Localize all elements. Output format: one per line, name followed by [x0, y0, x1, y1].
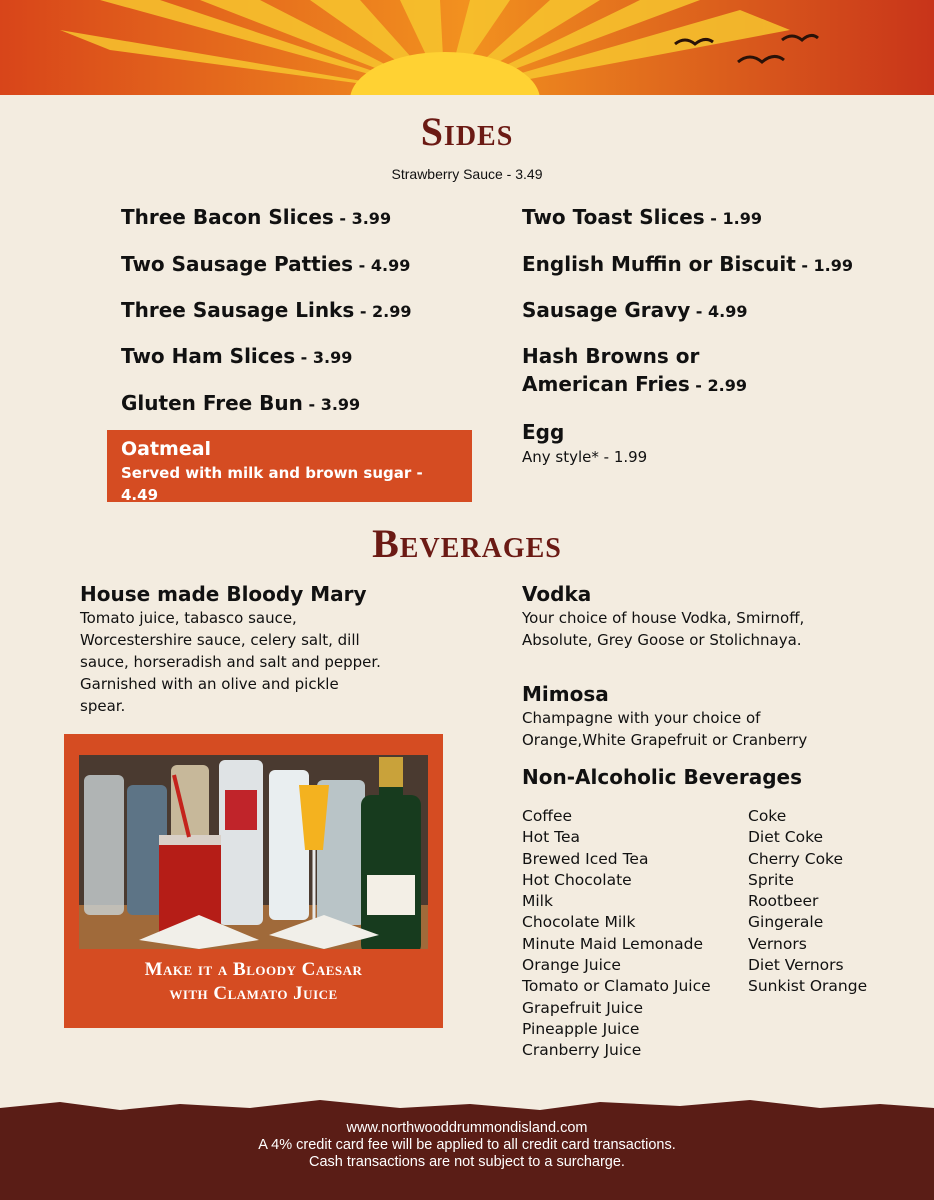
list-item: Orange Juice: [522, 956, 621, 975]
non-alcoholic-col2: [748, 806, 867, 998]
desc-line: Champagne with your choice of: [522, 709, 761, 727]
bloody-mary: [80, 581, 381, 717]
non-alcoholic-heading: [522, 764, 802, 790]
vodka-title: Vodka: [522, 582, 592, 606]
side-item: Egg Any style* - 1.99: [522, 420, 648, 466]
list-item: Rootbeer: [748, 892, 819, 911]
list-item: Minute Maid Lemonade: [522, 934, 703, 953]
desc-line: Orange,White Grapefruit or Cranberry: [522, 731, 808, 749]
drinks-photo: [79, 755, 428, 949]
bloody-caesar-promo: [64, 734, 443, 1028]
footer-website: www.northwooddrummondisland.com: [346, 1120, 588, 1136]
side-item: Sausage Gravy - 4.99: [522, 298, 748, 322]
oatmeal-box: [107, 430, 472, 502]
caption-line: Make it a Bloody Caesar: [144, 959, 363, 980]
mimosa: [522, 681, 807, 751]
list-item: Tomato or Clamato Juice: [522, 977, 711, 996]
strawberry-sauce-note: Strawberry Sauce - 3.49: [391, 166, 543, 182]
non-alcoholic-title: Non-Alcoholic Beverages: [522, 765, 803, 789]
footer-text: [0, 1120, 934, 1171]
side-item: Two Toast Slices - 1.99: [522, 205, 762, 229]
list-item: Cranberry Juice: [522, 1041, 642, 1060]
list-item: Grapefruit Juice: [522, 998, 643, 1017]
footer-fee: A 4% credit card fee will be applied to all credit card transactions.: [258, 1137, 676, 1153]
caption-line: with Clamato Juice: [169, 983, 338, 1004]
list-item: Cherry Coke: [748, 849, 844, 868]
list-item: Chocolate Milk: [522, 913, 636, 932]
side-item: Two Sausage Patties - 4.99: [121, 252, 411, 276]
list-item: Sprite: [748, 870, 794, 889]
list-item: Milk: [522, 892, 553, 911]
desc-line: sauce, horseradish and salt and pepper.: [80, 653, 381, 671]
desc-line: Worcestershire sauce, celery salt, dill: [80, 631, 360, 649]
list-item: Diet Vernors: [748, 956, 844, 975]
list-item: Pineapple Juice: [522, 1019, 640, 1038]
beverages-title: Beverages: [372, 521, 562, 566]
side-item: Three Sausage Links - 2.99: [121, 298, 412, 322]
promo-caption: [64, 958, 443, 1006]
footer-cash: Cash transactions are not subject to a surcharge.: [309, 1154, 625, 1170]
list-item: Coffee: [522, 807, 573, 825]
side-item: Two Ham Slices - 3.99: [121, 344, 353, 368]
sides-title: Sides: [420, 109, 514, 154]
desc-line: Tomato juice, tabasco sauce,: [80, 609, 297, 627]
side-item: Gluten Free Bun - 3.99: [121, 391, 361, 415]
side-item: English Muffin or Biscuit - 1.99: [522, 252, 854, 276]
list-item: Sunkist Orange: [748, 977, 868, 996]
desc-line: Garnished with an olive and pickle: [80, 675, 339, 693]
sunrise-banner: [0, 0, 934, 95]
desc-line: Absolute, Grey Goose or Stolichnaya.: [522, 631, 802, 649]
list-item: Vernors: [748, 934, 807, 953]
non-alcoholic-col1: [522, 806, 711, 1062]
list-item: Diet Coke: [748, 828, 824, 847]
vodka: [522, 581, 804, 651]
bloody-mary-title: House made Bloody Mary: [80, 582, 367, 606]
list-item: Gingerale: [748, 913, 824, 932]
list-item: Brewed Iced Tea: [522, 849, 649, 868]
mimosa-title: Mimosa: [522, 682, 609, 706]
list-item: Coke: [748, 807, 787, 825]
desc-line: spear.: [80, 697, 126, 715]
oatmeal-desc: Served with milk and brown sugar - 4.49: [121, 464, 423, 504]
list-item: Hot Chocolate: [522, 870, 632, 889]
desc-line: Your choice of house Vodka, Smirnoff,: [522, 609, 805, 627]
side-item: Three Bacon Slices - 3.99: [121, 205, 392, 229]
footer: [0, 1094, 934, 1200]
oatmeal-title: Oatmeal: [121, 438, 212, 460]
side-item: Hash Browns or American Fries - 2.99: [522, 344, 747, 396]
list-item: Hot Tea: [522, 828, 581, 847]
